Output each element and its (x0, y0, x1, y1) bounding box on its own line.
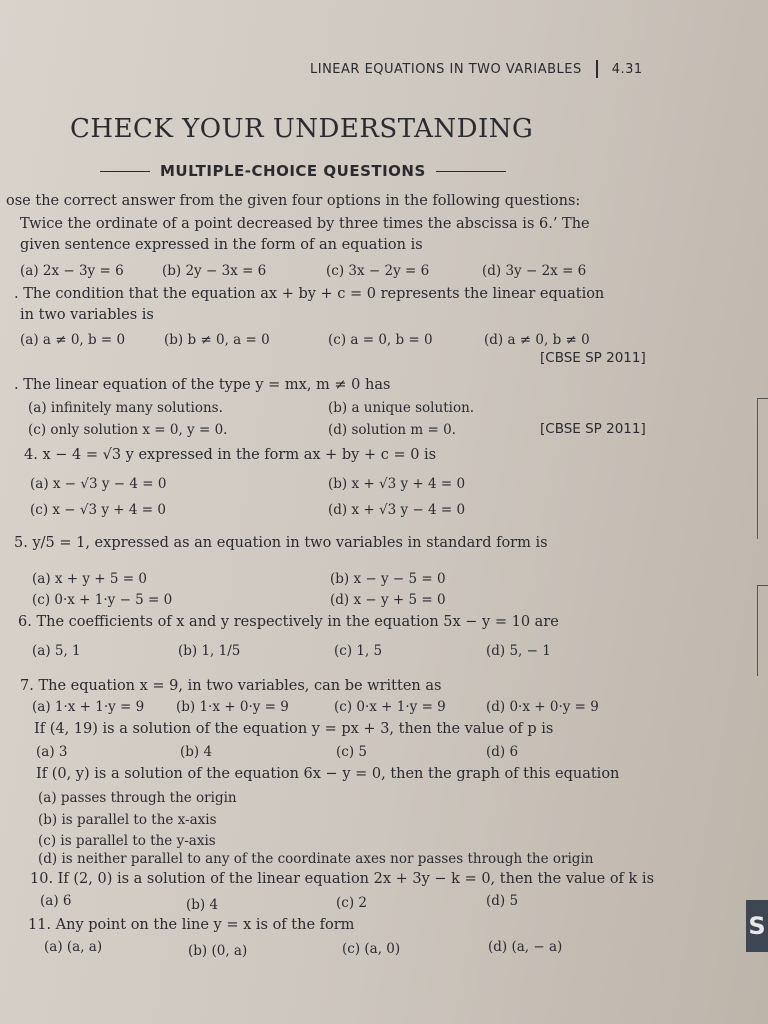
q3-option-b: (b) a unique solution. (328, 400, 475, 416)
margin-bracket-lower (757, 585, 768, 676)
q9-option-a: (a) passes through the origin (38, 790, 237, 806)
q9-option-c: (c) is parallel to the y-axis (38, 833, 216, 849)
q7-line1: 7. The equation x = 9, in two variables, can be written as (20, 678, 442, 694)
q9-option-b: (b) is parallel to the x-axis (38, 812, 217, 828)
margin-bracket-upper (757, 398, 768, 539)
q3-option-d: (d) solution m = 0. (328, 422, 456, 438)
q2-option-b: (b) b ≠ 0, a = 0 (164, 332, 270, 348)
q8-option-d: (d) 6 (486, 744, 519, 760)
q11-line1: 11. Any point on the line y = x is of the form (28, 917, 355, 933)
q2-line2: in two variables is (20, 307, 154, 323)
q1-option-a: (a) 2x − 3y = 6 (20, 263, 124, 279)
q3-line1: . The linear equation of the type y = mx, m ≠ 0 has (14, 377, 391, 393)
page-number: 4.31 (611, 61, 643, 77)
q3-option-a: (a) infinitely many solutions. (28, 400, 223, 416)
q5-line1: 5. y/5 = 1, expressed as an equation in two variables in standard form is (14, 535, 548, 551)
heading-rule-left (100, 171, 150, 172)
q2-option-d: (d) a ≠ 0, b ≠ 0 (484, 332, 590, 348)
q10-option-a: (a) 6 (40, 893, 72, 909)
q6-option-d: (d) 5, − 1 (486, 643, 551, 659)
q2-line1: . The condition that the equation ax + by + c = 0 represents the linear equation (14, 286, 605, 302)
q7-option-d: (d) 0·x + 0·y = 9 (486, 699, 599, 715)
q4-option-d: (d) x + √3 y − 4 = 0 (328, 502, 466, 518)
q11-option-d: (d) (a, − a) (488, 939, 563, 955)
q7-option-b: (b) 1·x + 0·y = 9 (176, 699, 289, 715)
q4-option-a: (a) x − √3 y − 4 = 0 (30, 476, 167, 492)
q5-option-b: (b) x − y − 5 = 0 (330, 571, 446, 587)
q1-line1: Twice the ordinate of a point decreased by three times the abscissa is 6.’ The (20, 216, 590, 232)
chapter-title: LINEAR EQUATIONS IN TWO VARIABLES (310, 61, 582, 77)
margin-tab: S (746, 900, 768, 952)
q11-option-c: (c) (a, 0) (342, 941, 401, 957)
q6-option-a: (a) 5, 1 (32, 643, 81, 659)
q8-option-c: (c) 5 (336, 744, 367, 760)
q6-option-c: (c) 1, 5 (334, 643, 383, 659)
q8-line1: If (4, 19) is a solution of the equation y = px + 3, then the value of p is (34, 721, 554, 737)
q10-line1: 10. If (2, 0) is a solution of the linear equation 2x + 3y − k = 0, then the value of k is (30, 871, 655, 887)
q2-option-a: (a) a ≠ 0, b = 0 (20, 332, 126, 348)
instruction: ose the correct answer from the given four options in the following questions: (6, 193, 581, 209)
q2-option-c: (c) a = 0, b = 0 (328, 332, 433, 348)
q5-option-a: (a) x + y + 5 = 0 (32, 571, 147, 587)
q4-option-b: (b) x + √3 y + 4 = 0 (328, 476, 466, 492)
q10-option-b: (b) 4 (186, 897, 219, 913)
q11-option-a: (a) (a, a) (44, 939, 103, 955)
q7-option-a: (a) 1·x + 1·y = 9 (32, 699, 145, 715)
q4-line1: 4. x − 4 = √3 y expressed in the form ax + by + c = 0 is (24, 447, 437, 463)
q5-option-d: (d) x − y + 5 = 0 (330, 592, 446, 608)
header-divider (596, 60, 598, 78)
q5-option-c: (c) 0·x + 1·y − 5 = 0 (32, 592, 173, 608)
q8-option-b: (b) 4 (180, 744, 213, 760)
q1-option-d: (d) 3y − 2x = 6 (482, 263, 587, 279)
q1-option-c: (c) 3x − 2y = 6 (326, 263, 430, 279)
section-heading (100, 162, 560, 180)
q11-option-b: (b) (0, a) (188, 943, 248, 959)
section-heading-text: MULTIPLE-CHOICE QUESTIONS (160, 162, 426, 180)
q4-option-c: (c) x − √3 y + 4 = 0 (30, 502, 166, 518)
q10-option-c: (c) 2 (336, 895, 367, 911)
q1-option-b: (b) 2y − 3x = 6 (162, 263, 267, 279)
heading-rule-right (436, 171, 506, 172)
page-title: CHECK YOUR UNDERSTANDING (70, 114, 534, 144)
q1-line2: given sentence expressed in the form of an equation is (20, 237, 423, 253)
running-header (310, 58, 708, 80)
q8-option-a: (a) 3 (36, 744, 68, 760)
q3-option-c: (c) only solution x = 0, y = 0. (28, 422, 228, 438)
q6-option-b: (b) 1, 1/5 (178, 643, 241, 659)
q10-option-d: (d) 5 (486, 893, 519, 909)
q3-source: [CBSE SP 2011] (540, 421, 646, 437)
q7-option-c: (c) 0·x + 1·y = 9 (334, 699, 446, 715)
q2-source: [CBSE SP 2011] (540, 350, 646, 366)
q6-line1: 6. The coefficients of x and y respectively in the equation 5x − y = 10 are (18, 614, 559, 630)
q9-option-d: (d) is neither parallel to any of the coordinate axes nor passes through the origin (38, 851, 594, 867)
q9-line1: If (0, y) is a solution of the equation 6x − y = 0, then the graph of this equation (36, 766, 620, 782)
